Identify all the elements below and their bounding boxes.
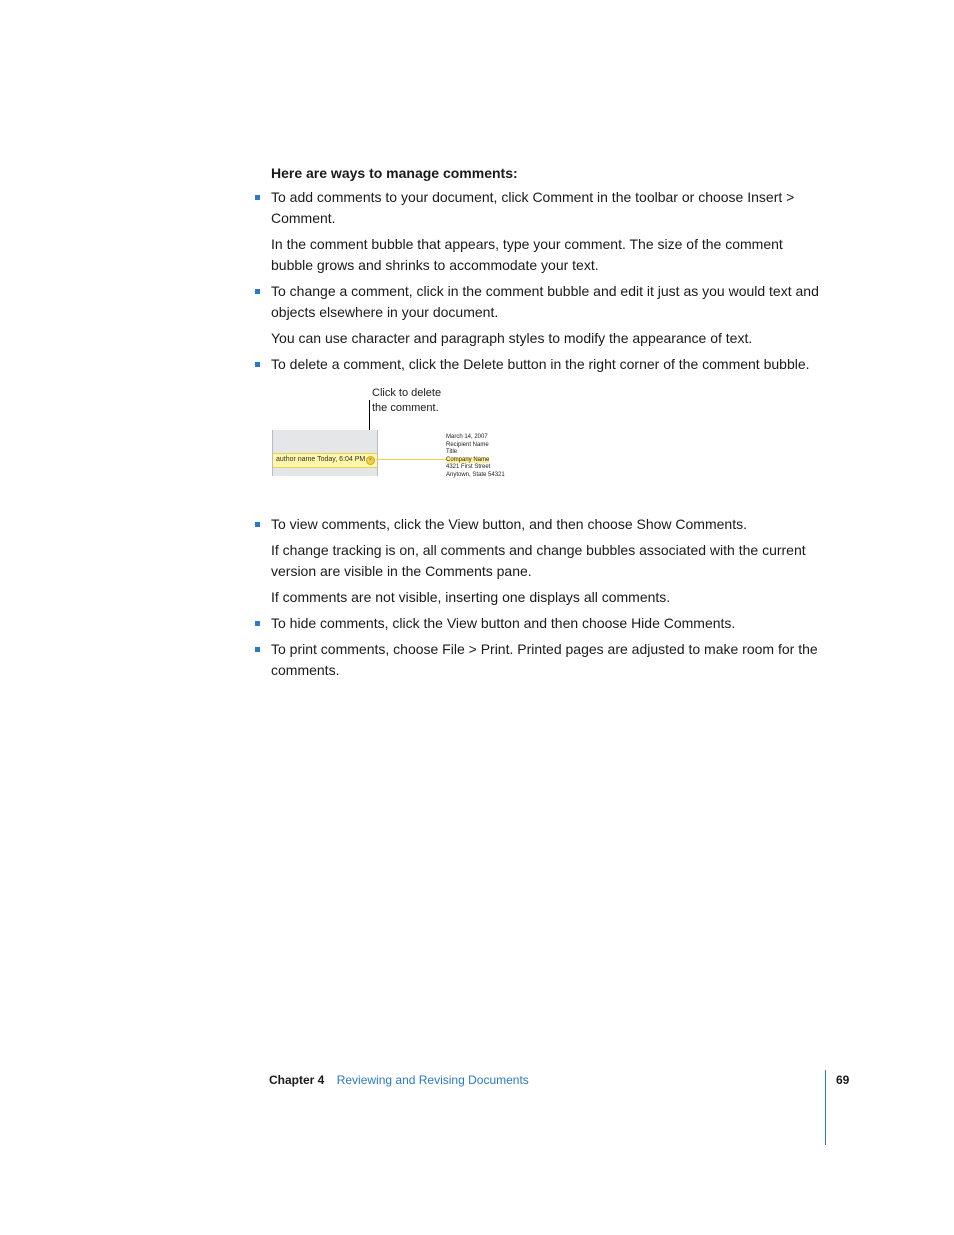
letter-line bbox=[446, 457, 505, 465]
letter-line: Title bbox=[446, 449, 458, 456]
page-number: 69 bbox=[836, 1073, 850, 1087]
list-item-text: To change a comment, click in the comment bubble and edit it just as you would text and objects elsewhere in your document. bbox=[271, 283, 819, 320]
highlighted-text: Company Name bbox=[446, 456, 490, 463]
comment-bubble[interactable] bbox=[273, 453, 377, 468]
comment-connector-line bbox=[376, 459, 446, 460]
callout-label: Click to delete the comment. bbox=[372, 387, 442, 414]
letter-line: Anytown, State 54321 bbox=[446, 471, 505, 478]
list-item bbox=[253, 613, 828, 634]
bullet-marker-icon bbox=[255, 522, 260, 527]
bullet-marker-icon bbox=[255, 289, 260, 294]
list-item-text: To delete a comment, click the Delete button in the right corner of the comment bubble. bbox=[271, 356, 810, 372]
list-item bbox=[253, 514, 828, 535]
letter-line: Recipient Name bbox=[446, 441, 489, 448]
bullet-marker-icon bbox=[255, 621, 260, 626]
chapter-title-link[interactable]: Reviewing and Revising Documents bbox=[336, 1073, 529, 1087]
paragraph: You can use character and paragraph styles to modify the appearance of text. bbox=[271, 330, 753, 346]
comments-pane bbox=[272, 430, 378, 476]
main-content bbox=[253, 163, 828, 686]
delete-comment-icon[interactable]: × bbox=[366, 456, 375, 465]
bullet-marker-icon bbox=[255, 362, 260, 367]
list-item-text: To print comments, choose File > Print. Printed pages are adjusted to make room for the comments. bbox=[271, 641, 818, 678]
list-item-text: To view comments, click the View button, and then choose Show Comments. bbox=[271, 516, 747, 532]
paragraph: In the comment bubble that appears, type your comment. The size of the comment bubble grows and shrinks to accommodate your text. bbox=[271, 236, 783, 273]
letter-line: 4321 First Street bbox=[446, 464, 491, 471]
paragraph: If change tracking is on, all comments and change bubbles associated with the current version are visible in the Comments pane. bbox=[271, 542, 806, 579]
list-item bbox=[253, 187, 828, 229]
comment-author-label: author name Today, 6:04 PM bbox=[276, 456, 366, 463]
list-item bbox=[253, 281, 828, 323]
list-item bbox=[253, 354, 828, 375]
document-letter-snippet bbox=[446, 434, 505, 480]
letter-line: March 14, 2007 bbox=[446, 434, 488, 440]
bullet-marker-icon bbox=[255, 195, 260, 200]
bullet-marker-icon bbox=[255, 647, 260, 652]
list-item-text: To hide comments, click the View button and then choose Hide Comments. bbox=[271, 615, 736, 631]
list-item bbox=[253, 639, 828, 681]
comment-figure bbox=[253, 380, 828, 508]
list-item-text: To add comments to your document, click Comment in the toolbar or choose Insert > Comment. bbox=[271, 189, 795, 226]
footer-divider bbox=[825, 1070, 826, 1145]
section-heading: Here are ways to manage comments: bbox=[271, 165, 518, 181]
chapter-label: Chapter 4 bbox=[269, 1073, 325, 1087]
page-footer bbox=[269, 1072, 529, 1088]
paragraph: If comments are not visible, inserting one displays all comments. bbox=[271, 589, 671, 605]
